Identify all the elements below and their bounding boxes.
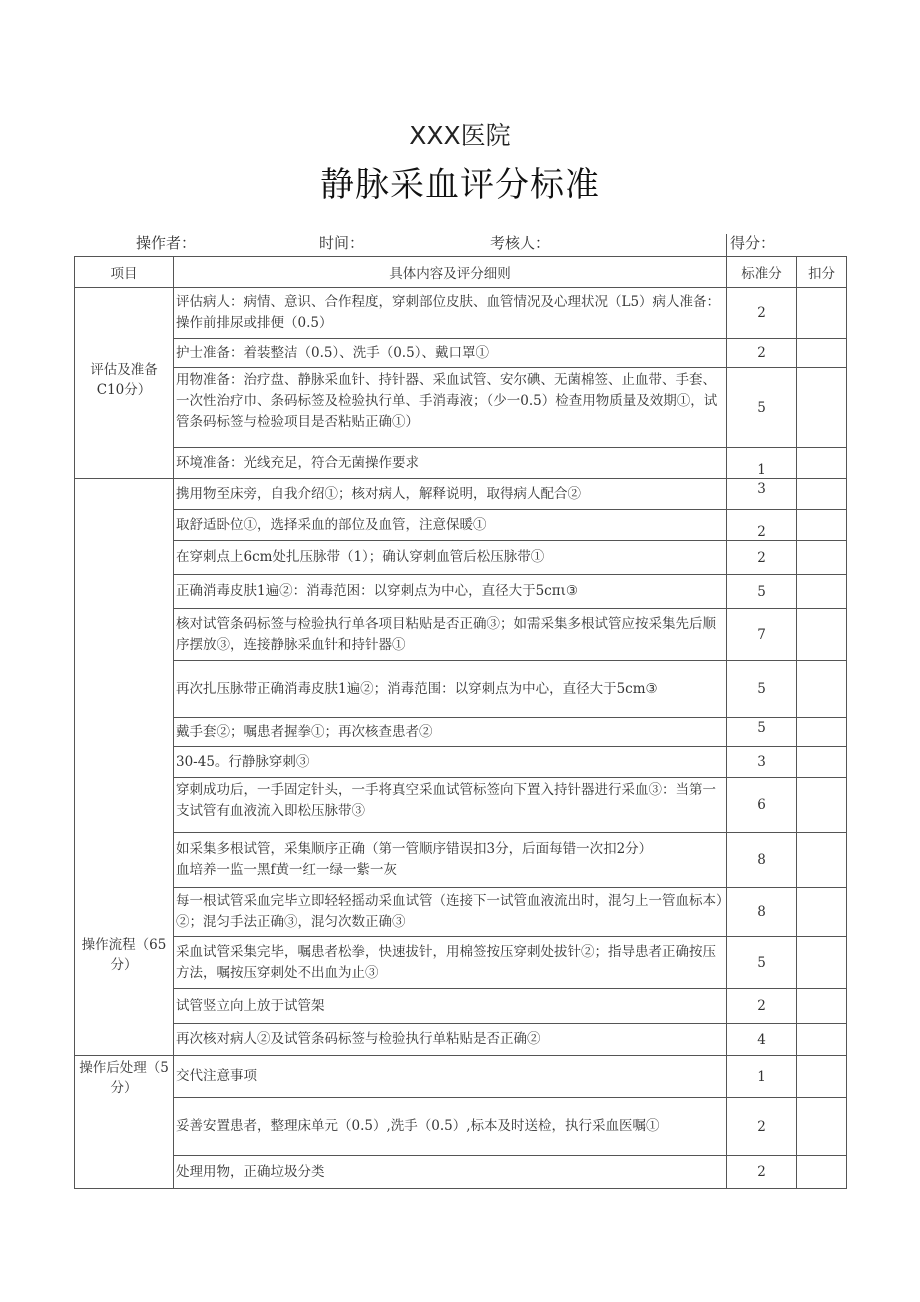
standard-score: 8 [727,888,797,937]
deduction-cell[interactable] [797,368,847,448]
standard-score: 5 [727,368,797,448]
deduction-cell[interactable] [797,778,847,833]
table-row [75,339,847,368]
standard-score: 1 [727,1056,797,1098]
table-row [75,575,847,609]
deduction-cell[interactable] [797,937,847,989]
criteria-cell: 30-45。行静脉穿刺③ [174,747,727,778]
criteria-cell: 妥善安置患者，整理床单元（0.5）,洗手（0.5）,标本及时送检，执行采血医嘱① [174,1098,727,1156]
deduction-cell[interactable] [797,541,847,575]
deduction-cell[interactable] [797,888,847,937]
standard-score: 3 [727,747,797,778]
standard-score: 2 [727,288,797,339]
table-header-row [75,257,847,288]
criteria-text: 如采集多根试管，采集顺序正确（第一管顺序错误扣3分，后面每错一次扣2分） [176,841,653,857]
standard-score: 8 [727,833,797,888]
form-header-fields [74,232,846,254]
standard-score: 7 [727,609,797,661]
criteria-cell [174,833,727,888]
criteria-cell: 戴手套②；嘱患者握拳①；再次核查患者② [174,718,727,747]
table-row [75,661,847,718]
criteria-cell: 再次扎压脉带正确消毒皮肤1遍②；消毒范围：以穿刺点为中心，直径大于5cm③ [174,661,727,718]
column-header-deduction: 扣分 [797,257,847,288]
column-header-standard-score: 标准分 [727,257,797,288]
column-header-content: 具体内容及评分细则 [174,257,727,288]
deduction-cell[interactable] [797,1056,847,1098]
criteria-cell: 评估病人：病情、意识、合作程度，穿刺部位皮肤、血管情况及心理状况（L5）病人准备：操作前排尿或排便（0.5） [174,288,727,339]
column-header-item: 项目 [75,257,174,288]
examiner-label: 考核人： [490,234,551,252]
criteria-cell: 采血试管采集完毕，嘱患者松拳，快速拔针，用棉签按压穿刺处拔针②；指导患者正确按压方法，嘱按压穿刺处不出血为止③ [174,937,727,989]
standard-score: 5 [727,718,797,747]
table-row [75,510,847,541]
table-row [75,1056,847,1098]
criteria-cell: 正确消毒皮肤1遍②：消毒范困：以穿刺点为中心，直径大于5cπι③ [174,575,727,609]
standard-score: 2 [727,510,797,541]
standard-score: 2 [727,339,797,368]
deduction-cell[interactable] [797,448,847,479]
table-row [75,937,847,989]
deduction-cell[interactable] [797,989,847,1024]
table-row [75,1098,847,1156]
deduction-cell[interactable] [797,718,847,747]
table-row [75,1024,847,1056]
standard-score: 2 [727,989,797,1024]
header-divider [726,234,727,256]
deduction-cell[interactable] [797,479,847,510]
table-row [75,718,847,747]
table-row [75,541,847,575]
operator-label: 操作者： [136,234,197,252]
table-row [75,479,847,510]
deduction-cell[interactable] [797,1156,847,1189]
table-row [75,368,847,448]
criteria-cell: 每一根试管采血完毕立即轻轻摇动采血试管（连接下一试管血液流出时，混匀上一管血标本）②；混匀手法正确③，混匀次数正确③ [174,888,727,937]
deduction-cell[interactable] [797,833,847,888]
criteria-cell: 取舒适卧位①，选择采血的部位及血管，注意保暖① [174,510,727,541]
standard-score: 1 [727,448,797,479]
time-label: 时间： [319,234,365,252]
table-row [75,448,847,479]
criteria-cell: 环境准备：光线充足，符合无菌操作要求 [174,448,727,479]
criteria-cell: 用物准备：治疗盘、静脉采血针、持针器、采血试管、安尔碘、无菌棉签、止血带、手套、一次性治疗巾、条码标签及检验执行单、手消毒液；（少一0.5）检查用物质量及效期①，试管条码标签与检验项目是否粘贴正确①） [174,368,727,448]
table-row [75,833,847,888]
standard-score: 5 [727,661,797,718]
standard-score: 2 [727,1156,797,1189]
standard-score: 5 [727,937,797,989]
hospital-name: XXX医院 [409,121,511,150]
page-title: 静脉采血评分标准 [320,165,600,205]
standard-score: 2 [727,1098,797,1156]
deduction-cell[interactable] [797,1098,847,1156]
table-row [75,747,847,778]
standard-score: 3 [727,479,797,510]
category-assessment: 评估及准备C10分） [75,288,174,479]
standard-score: 2 [727,541,797,575]
deduction-cell[interactable] [797,575,847,609]
tube-order-text: 血培养一监一黑f黄一红一绿一紫一灰 [176,862,397,878]
criteria-cell: 试管竖立向上放于试管架 [174,989,727,1024]
table-row [75,1156,847,1189]
table-row [75,888,847,937]
deduction-cell[interactable] [797,609,847,661]
deduction-cell[interactable] [797,661,847,718]
standard-score: 6 [727,778,797,833]
criteria-cell: 在穿刺点上6cm处扎压脉带（1）；确认穿刺血管后松压脉带① [174,541,727,575]
table-row [75,609,847,661]
criteria-cell: 处理用物，正确垃圾分类 [174,1156,727,1189]
criteria-cell: 交代注意事项 [174,1056,727,1098]
criteria-cell: 护士准备：着装整洁（0.5）、洗手（0.5）、戴口罩① [174,339,727,368]
standard-score: 4 [727,1024,797,1056]
scoring-table [74,256,847,1189]
criteria-cell: 再次核对病人②及试管条码标签与检验执行单粘贴是否正确② [174,1024,727,1056]
score-label: 得分： [730,234,776,252]
criteria-cell: 核对试管条码标签与检验执行单各项目粘贴是否正确③；如需采集多根试管应按采集先后顺序摆放③，连接静脉采血针和持针器① [174,609,727,661]
category-post-procedure: 操作后处理（5分） [75,1056,174,1189]
deduction-cell[interactable] [797,288,847,339]
category-procedure: 操作流程（65分） [75,479,174,1056]
deduction-cell[interactable] [797,747,847,778]
table-row [75,288,847,339]
standard-score: 5 [727,575,797,609]
deduction-cell[interactable] [797,510,847,541]
criteria-cell: 穿刺成功后，一手固定针头，一手将真空采血试管标签向下置入持针器进行采血③：当第一支试管有血液流入即松压脉带③ [174,778,727,833]
table-row [75,778,847,833]
criteria-cell: 携用物至床旁，自我介绍①；核对病人，解释说明，取得病人配合② [174,479,727,510]
deduction-cell[interactable] [797,1024,847,1056]
table-row [75,989,847,1024]
deduction-cell[interactable] [797,339,847,368]
